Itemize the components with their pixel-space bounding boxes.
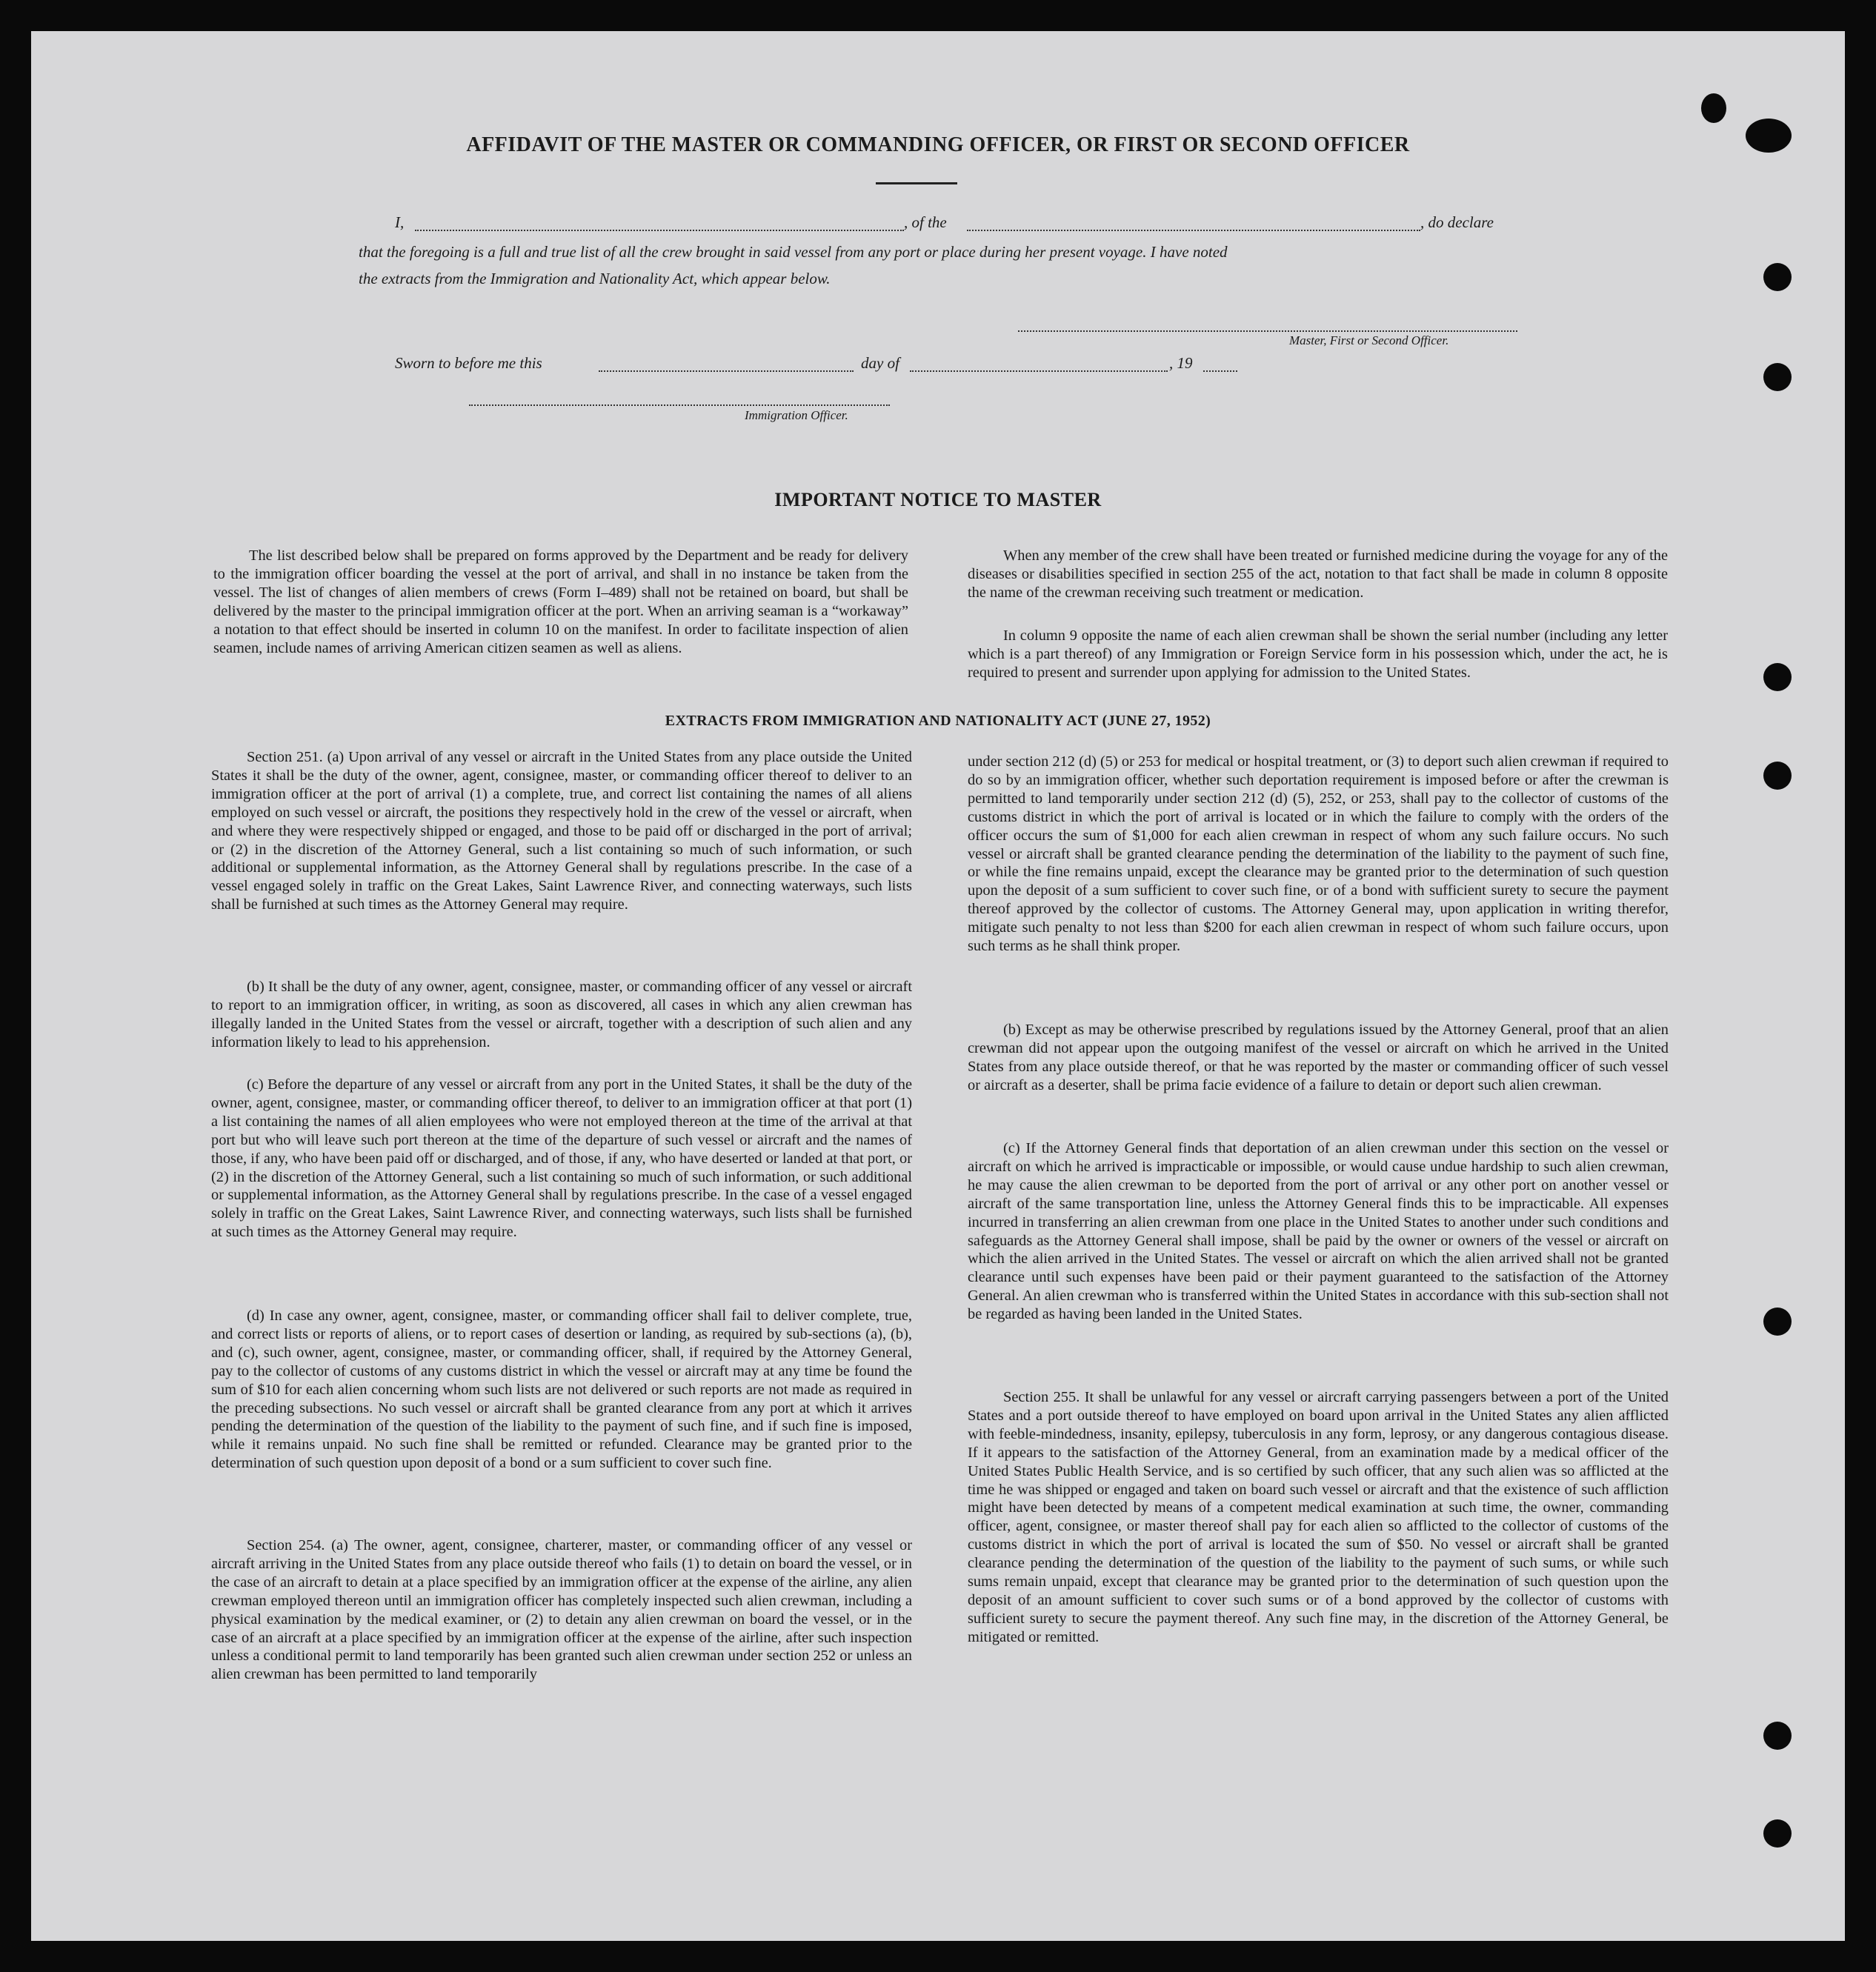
punch-hole	[1763, 762, 1792, 790]
immigration-officer-label: Immigration Officer.	[745, 408, 848, 422]
year-label: , 19	[1169, 354, 1193, 372]
section-254-a: Section 254. (a) The owner, agent, consignee, charterer, master, or commanding officer of any vessel or aircraft arriving in the United States from any place outside thereof who fails (1) to detain on board the vessel, or in the case of an aircraft to detain at a place specified by an immigration officer at the expense of the airline, any alien crewman employed thereon until an immigration officer has completely inspected such alien crewman, including a physical examination by the medical examiner, or (2) to detain any alien crewman on board the vessel, or in the case of an aircraft at a place specified by an immigration officer at the expense of the airline, after such inspection unless a conditional permit to land temporarily has been granted such alien crewman under section 252 or unless an alien crewman has been permitted to land temporarily	[211, 1537, 912, 1683]
vessel-field[interactable]	[967, 230, 1420, 231]
section-251-b: (b) It shall be the duty of any owner, agent, consignee, master, or commanding officer of any vessel or aircraft to report to an immigration officer, in writing, as soon as discovered, all cases in which any alien crewman has illegally landed in the United States from the vessel or aircraft, together with a description of such alien and any information likely to lead to his apprehension.	[211, 979, 912, 1050]
affidavit-line-3: the extracts from the Immigration and Nationality Act, which appear below.	[359, 270, 831, 287]
notice-right-paragraph-2: In column 9 opposite the name of each alien crewman shall be shown the serial number (including any letter which is a part thereof) of any Immigration or Foreign Service form in his possession which, under the act, he is required to present and surrender upon applying for admission to the United States.	[968, 627, 1668, 681]
extracts-title: EXTRACTS FROM IMMIGRATION AND NATIONALITY ACT (JUNE 27, 1952)	[665, 713, 1211, 729]
section-254-c: (c) If the Attorney General finds that deportation of an alien crewman under this section on the vessel or aircraft on which he arrived is impracticable or impossible, or would cause undue hardship to such alien crewman, he may cause the alien crewman to be deported from the port of arrival or any other port on another vessel or aircraft of the same transportation line, unless the Attorney General finds this to be impracticable. All expenses incurred in transferring an alien crewman from one place in the United States to another under such conditions and safeguards as the Attorney General shall impose, shall be paid by the owner or owners of the vessel or aircraft on which the alien arrived in the United States. The vessel or aircraft on which the alien arrived shall not be granted clearance until such expenses have been paid or their payment guaranteed to the satisfaction of the Attorney General. An alien crewman who is transferred within the United States in accordance with this sub-section shall not be regarded as having been landed in the United States.	[968, 1140, 1669, 1323]
punch-hole	[1763, 1819, 1792, 1848]
notice-title: IMPORTANT NOTICE TO MASTER	[774, 489, 1102, 510]
sworn-date-field[interactable]	[599, 370, 854, 372]
affidavit-declare-label: , do declare	[1420, 213, 1494, 231]
section-251-d: (d) In case any owner, agent, consignee, master, or commanding officer shall fail to deliver complete, true, and correct lists or reports of aliens, or to report cases of desertion or landing, as required by sub-sections (a), (b), and (c), such owner, agent, consignee, master, or commanding officer, shall, if required by the Attorney General, pay to the collector of customs of any customs district in which the vessel or aircraft may at any time be found the sum of $10 for each alien concerning whom such lists are not delivered or such reports are not made as required in the preceding subsections. No such vessel or aircraft shall be granted clearance from any port at which it arrives pending the determination of the question of the liability to the payment of such fine, and if such fine is imposed, while it remains unpaid. No such fine shall be remitted or refunded. Clearance may be granted prior to the determination of such question upon deposit of a bond or a sum sufficient to cover such fine.	[211, 1308, 912, 1472]
ink-blot	[1701, 93, 1726, 123]
affidavit-line-2: that the foregoing is a full and true list of all the crew brought in said vessel from any port or place during her present voyage. I have noted	[359, 243, 1228, 261]
punch-hole	[1763, 663, 1792, 691]
section-254-continued: under section 212 (d) (5) or 253 for medical or hospital treatment, or (3) to deport such alien crewman if required to do so by an immigration officer, whether such deportation requirement is imposed before or after the crewman is permitted to land temporarily under section 212 (d) (5), 252, or 253, shall pay to the collector of customs of the customs district in which the port of arrival is located or in which the failure to comply with the orders of the officer occurs the sum of $1,000 for each alien crewman in respect of whom any such failure occurs. No such vessel or aircraft shall be granted clearance pending the determination of the liability to the payment of such fine, or while the fine remains unpaid, except the clearance may be granted prior to the determination of such question upon the deposit of a sum sufficient to cover such fine, or of a bond with sufficient surety to secure the payment thereof approved by the collector of customs. The Attorney General may, upon application in writing therefor, mitigate such penalty to not less than $200 for each alien crewman in respect of whom such failure occurs, upon such terms as he shall think proper.	[968, 753, 1669, 955]
sworn-label: Sworn to before me this	[395, 354, 542, 372]
immigration-officer-signature-field[interactable]	[469, 404, 890, 406]
section-254-b: (b) Except as may be otherwise prescribed by regulations issued by the Attorney General, proof that an alien crewman did not appear upon the outgoing manifest of the vessel or aircraft on which he arrived in the United States from any place outside thereof, or that he was reported by the master or commanding officer of such vessel or aircraft as a deserter, shall be prima facie evidence of a failure to detain or deport such alien crewman.	[968, 1022, 1669, 1093]
punch-hole	[1763, 1308, 1792, 1336]
affidavit-i-label: I,	[395, 213, 405, 231]
section-255: Section 255. It shall be unlawful for any vessel or aircraft carrying passengers between a port of the United States and a port outside thereof to have employed on board upon arrival in the United States any alien afflicted with feeble-mindedness, insanity, epilepsy, tuberculosis in any form, leprosy, or any dangerous contagious disease. If it appears to the satisfaction of the Attorney General, from an examination made by a medical officer of the United States Public Health Service, and is so certified by such officer, that any such alien was so afflicted at the time he was shipped or engaged and taken on board such vessel or aircraft and that the existence of such affliction might have been detected by means of a competent medical examination at such time, the owner, commanding officer, agent, consignee, or master thereof shall pay for each alien so afflicted to the collector of customs of the customs district in which the port of arrival is located the sum of $50. No vessel or aircraft shall be granted clearance pending the determination of the question of the liability to the payment of such sums, or while such sums remain unpaid, except that clearance may be granted prior to the determination of such question upon the deposit of an amount sufficient to cover such sums or of a bond approved by the collector of customs with sufficient surety to secure the payment thereof. Any such fine may, in the discretion of the Attorney General, be mitigated or remitted.	[968, 1389, 1669, 1645]
day-of-label: day of	[861, 354, 899, 372]
section-251-a: Section 251. (a) Upon arrival of any vessel or aircraft in the United States from any place outside the United States it shall be the duty of the owner, agent, consignee, master, or commanding officer thereof to deliver to an immigration officer at the port of arrival (1) a complete, true, and correct list containing the names of all aliens employed on such vessel or aircraft, the positions they respectively hold in the crew of the vessel or aircraft, when and where they were respectively shipped or engaged, and those to be paid off or discharged in the port of arrival; or (2) in the discretion of the Attorney General, such a list containing so much of such information, or such additional or supplemental information, as the Attorney General shall by regulations prescribe. In the case of a vessel engaged solely in traffic on the Great Lakes, Saint Lawrence River, and connecting waterways, such lists shall be furnished at such times as the Attorney General may require.	[211, 749, 912, 913]
name-field[interactable]	[415, 230, 904, 231]
notice-left-paragraph: The list described below shall be prepared on forms approved by the Department and be ready for delivery to the immigration officer boarding the vessel at the port of arrival, and shall in no instance be taken from the vessel. The list of changes of alien members of crews (Form I–489) shall not be retained on board, but shall be delivered by the master to the principal immigration officer at the port. When an arriving seaman is a “workaway” a notation to that effect should be inserted in column 10 on the manifest. In order to facilitate inspection of alien seamen, include names of arriving American citizen seamen as well as aliens.	[213, 547, 908, 656]
affidavit-title: AFFIDAVIT OF THE MASTER OR COMMANDING OFFICER, OR FIRST OR SECOND OFFICER	[466, 133, 1410, 156]
title-divider	[876, 182, 957, 184]
master-signature-field[interactable]	[1018, 330, 1517, 332]
punch-hole	[1763, 363, 1792, 391]
year-field[interactable]	[1203, 370, 1237, 372]
punch-hole	[1763, 1722, 1792, 1750]
punch-hole	[1763, 263, 1792, 291]
master-signature-label: Master, First or Second Officer.	[1289, 333, 1449, 347]
affidavit-of-the-label: , of the	[904, 213, 947, 231]
month-field[interactable]	[910, 370, 1168, 372]
section-251-c: (c) Before the departure of any vessel or aircraft from any port in the United States, it shall be the duty of the owner, agent, consignee, master, or commanding officer thereof, to deliver to an immigration officer at that port (1) a list containing the names of all alien employees who were not employed thereon at the time of the arrival at that port but who will leave such port thereon at the time of the departure of such vessel or aircraft and the names of those, if any, who have been paid off or discharged, and of those, if any, who have deserted or landed at that port, or (2) in the discretion of the Attorney General, such a list containing so much of such information, or such additional or supplemental information, as the Attorney General shall by regulations prescribe. In the case of a vessel engaged solely in traffic on the Great Lakes, Saint Lawrence River, and connecting waterways, such lists shall be furnished at such times as the Attorney General may require.	[211, 1076, 912, 1241]
notice-right-paragraph-1: When any member of the crew shall have been treated or furnished medicine during the voyage for any of the diseases or disabilities specified in section 255 of the act, notation to that fact shall be made in column 8 opposite the name of the crewman receiving such treatment or medication.	[968, 547, 1668, 601]
